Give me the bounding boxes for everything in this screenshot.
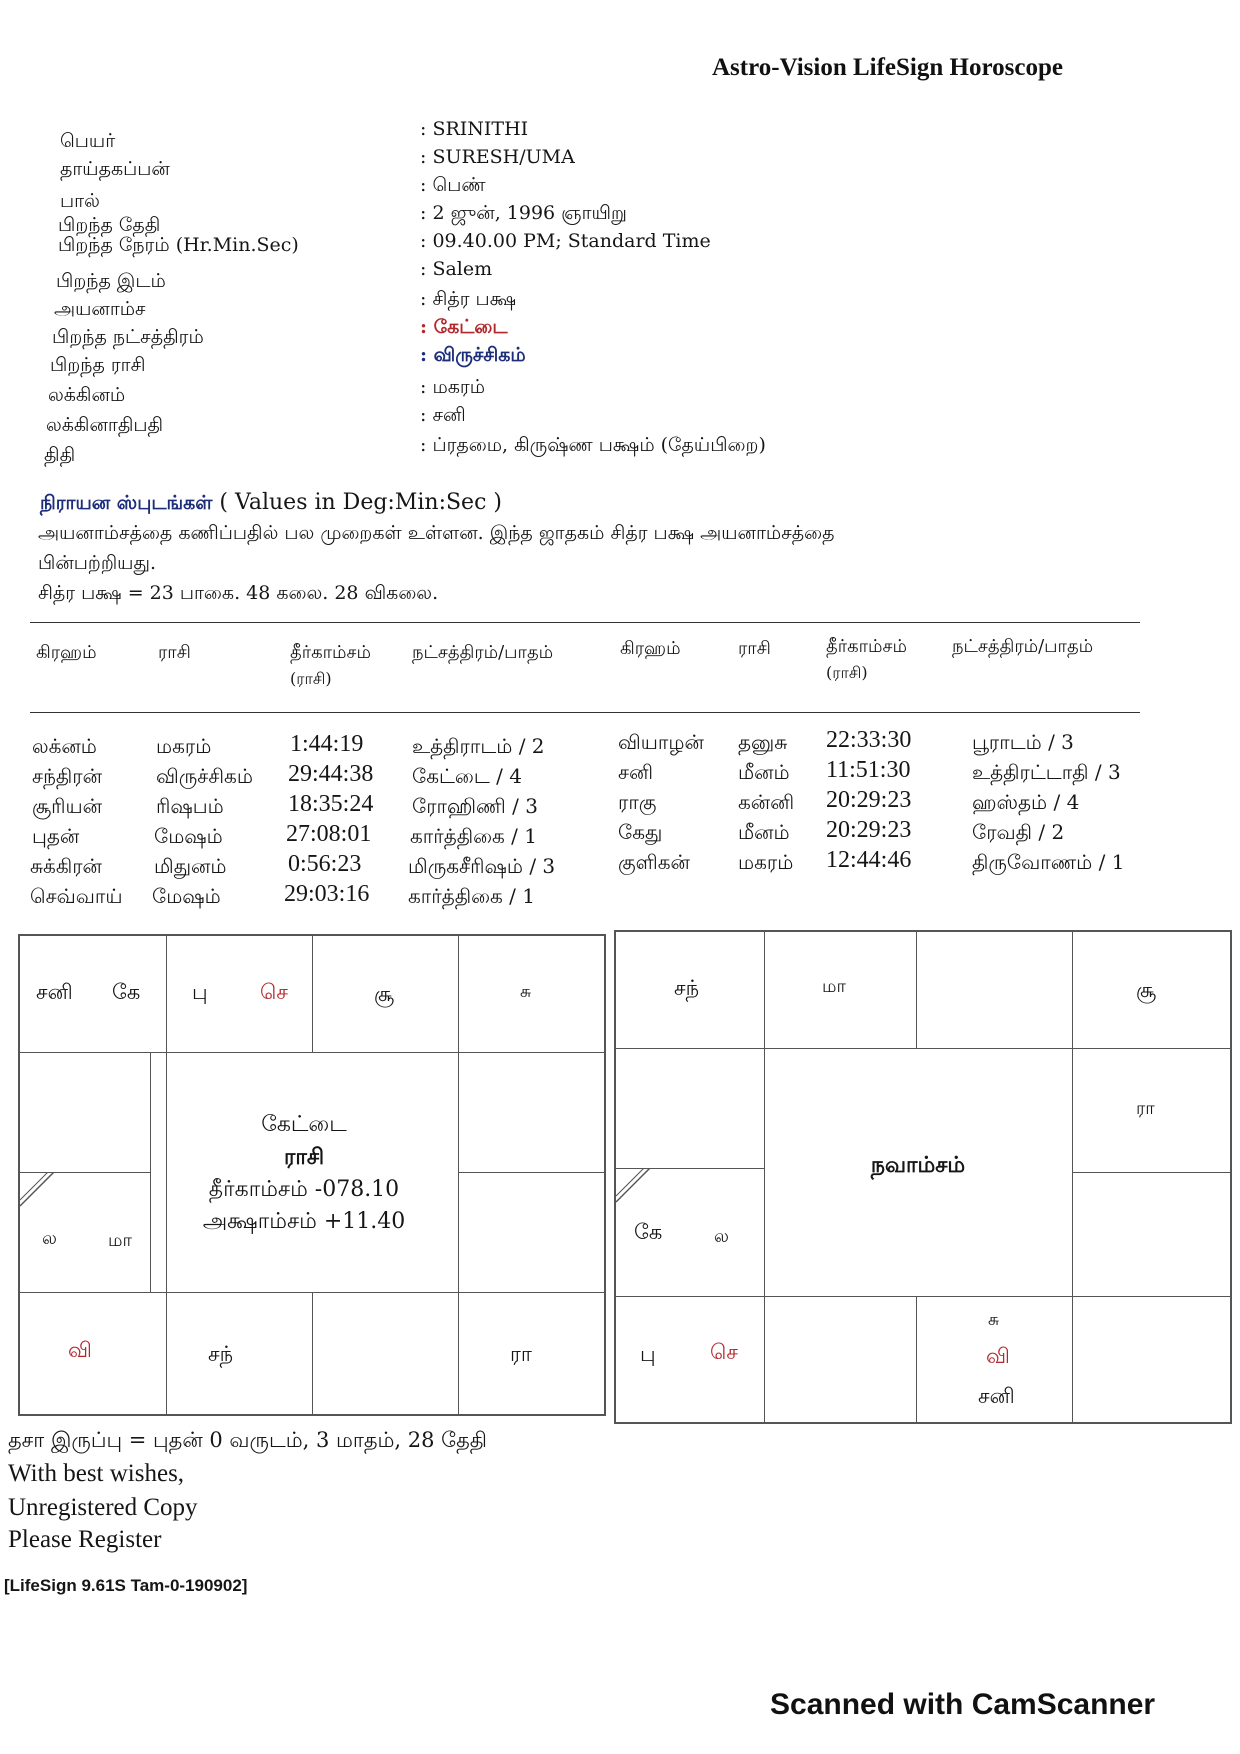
detail-label: திதி (44, 444, 76, 466)
detail-value: : 2 ஜுன், 1996 ஞாயிறு (420, 202, 627, 224)
planet-star: ரோஹிணி / 3 (412, 794, 538, 818)
detail-value: : SURESH/UMA (420, 146, 575, 168)
planet-degree: 29:44:38 (288, 761, 374, 787)
detail-label: லக்கினாதிபதி (46, 414, 164, 436)
rasi-planet: செ (260, 980, 288, 1004)
planet-star: பூராடம் / 3 (972, 730, 1074, 754)
detail-label: பெயர் (60, 130, 116, 152)
rasi-latitude: அக்ஷாம்சம் +11.40 (202, 1209, 406, 1234)
lagna-marker-icon (616, 1168, 652, 1204)
detail-label: பிறந்த நேரம் (Hr.Min.Sec) (58, 234, 299, 256)
navamsa-planet: மா (822, 976, 846, 997)
section-heading-rest: ( Values in Deg:Min:Sec ) (212, 490, 502, 515)
planet-degree: 0:56:23 (288, 851, 362, 877)
scanner-watermark: Scanned with CamScanner (770, 1688, 1156, 1721)
planet-star: மிருகசீரிஷம் / 3 (408, 854, 556, 878)
planet-degree: 18:35:24 (288, 791, 374, 817)
navamsa-planet: சு (988, 1310, 1000, 1330)
planet-rasi: மேஷம் (152, 884, 221, 908)
planet-rasi: மகரம் (738, 850, 794, 874)
ayanamsa-value: சித்ர பக்ஷ = 23 பாகை. 48 கலை. 28 விகலை. (38, 582, 439, 604)
col-header-degree-sub: (ராசி) (290, 669, 332, 688)
col-header-degree-label: தீர்காம்சம் (290, 642, 371, 663)
rasi-center (150, 1112, 458, 1237)
detail-label: பால் (60, 190, 100, 212)
planet-star: கார்த்திகை / 1 (408, 884, 536, 908)
grid-line (312, 1292, 313, 1414)
planet-degree: 11:51:30 (826, 757, 911, 783)
divider (30, 712, 1140, 713)
navamsa-planet: கே (634, 1220, 663, 1244)
planet-degree: 22:33:30 (826, 727, 912, 753)
planet-rasi: மகரம் (156, 734, 212, 758)
col-header-star: நட்சத்திரம்/பாதம் (952, 636, 1094, 657)
planet-name: சனி (618, 760, 653, 784)
rasi-longitude: தீர்காம்சம் -078.10 (208, 1177, 400, 1202)
section-heading (40, 490, 502, 517)
detail-value: : ப்ரதமை, கிருஷ்ண பக்ஷம் (தேய்பிறை) (420, 434, 766, 456)
planet-name: புதன் (32, 824, 80, 848)
rasi-planet: பு (192, 980, 208, 1004)
planet-name: செவ்வாய் (30, 884, 123, 908)
birth-rasi-value: : விருச்சிகம் (420, 344, 526, 366)
dasa-balance: தசா இருப்பு = புதன் 0 வருடம், 3 மாதம், 28 தேதி (8, 1428, 487, 1452)
detail-value: : சித்ர பக்ஷ (420, 288, 517, 310)
report-title: Astro-Vision LifeSign Horoscope (712, 54, 1063, 81)
detail-label: லக்கினம் (48, 384, 126, 406)
col-header-star: நட்சத்திரம்/பாதம் (412, 642, 554, 663)
rasi-planet: சந் (208, 1342, 234, 1366)
planet-name: கேது (618, 820, 663, 844)
planet-degree: 27:08:01 (286, 821, 372, 847)
planet-star: ஹஸ்தம் / 4 (972, 790, 1080, 814)
planet-rasi: ரிஷபம் (156, 794, 224, 818)
navamsa-planet: சனி (978, 1384, 1015, 1408)
lagna-marker-icon (20, 1172, 56, 1208)
planet-star: ரேவதி / 2 (972, 820, 1065, 844)
planet-rasi: கன்னி (738, 790, 795, 814)
navamsa-planet: ரா (1136, 1098, 1155, 1119)
planet-rasi: விருச்சிகம் (156, 764, 253, 788)
grid-line (20, 1292, 604, 1293)
col-header-degree-label: தீர்காம்சம் (826, 636, 907, 657)
wishes-text: With best wishes, (8, 1460, 185, 1487)
col-header-planet: கிரஹம் (36, 642, 97, 663)
navamsa-chart (614, 930, 1232, 1424)
detail-value: : 09.40.00 PM; Standard Time (420, 230, 711, 252)
rasi-chart (18, 934, 606, 1416)
rasi-planet: வி (68, 1338, 92, 1362)
grid-line (916, 1296, 917, 1422)
planet-name: லக்னம் (32, 734, 97, 758)
section-paragraph: அயனாம்சத்தை கணிப்பதில் பல முறைகள் உள்ளன. இந்த ஜாதகம் சித்ர பக்ஷ அயனாம்சத்தை (38, 522, 835, 544)
planet-name: சந்திரன் (32, 764, 103, 788)
detail-label: தாய்தகப்பன் (60, 158, 170, 180)
planet-rasi: மீனம் (738, 760, 790, 784)
planet-degree: 12:44:46 (826, 847, 912, 873)
birth-star-value: : கேட்டை (420, 316, 508, 338)
navamsa-center-title: நவாம்சம் (870, 1152, 966, 1178)
register-text: Please Register (8, 1526, 162, 1553)
navamsa-planet: பு (640, 1342, 656, 1366)
grid-line (312, 936, 313, 1052)
version-stamp: [LifeSign 9.61S Tam-0-190902] (4, 1576, 248, 1595)
planet-degree: 20:29:23 (826, 817, 912, 843)
planet-rasi: மேஷம் (154, 824, 223, 848)
planet-rasi: தனுசு (738, 730, 788, 754)
navamsa-planet: செ (710, 1340, 738, 1364)
rasi-planet: சூ (374, 982, 395, 1006)
planet-rasi: மிதுனம் (154, 854, 227, 878)
section-heading-keyword: நிராயன ஸ்புடங்கள் (40, 492, 213, 514)
rasi-planet: ரா (510, 1342, 532, 1366)
planet-degree: 29:03:16 (284, 881, 370, 907)
detail-value: : SRINITHI (420, 118, 529, 140)
grid-line (1072, 1172, 1230, 1173)
grid-line (616, 1296, 1230, 1297)
planet-name: ராகு (618, 790, 657, 814)
rasi-planet: ல (42, 1228, 57, 1249)
planet-name: குளிகன் (618, 850, 690, 874)
col-header-rasi: ராசி (158, 642, 191, 663)
col-header-degree-sub: (ராசி) (826, 663, 868, 682)
planet-degree: 20:29:23 (826, 787, 912, 813)
planet-star: உத்திரட்டாதி / 3 (972, 760, 1121, 784)
rasi-center-star: கேட்டை (261, 1112, 347, 1137)
detail-value: : Salem (420, 258, 493, 280)
rasi-planet: கே (112, 980, 141, 1004)
grid-line (1072, 932, 1073, 1422)
rasi-center-title: ராசி (283, 1144, 325, 1170)
planet-degree: 1:44:19 (290, 731, 364, 757)
section-paragraph: பின்பற்றியது. (38, 552, 156, 574)
grid-line (458, 1172, 604, 1173)
planet-star: கார்த்திகை / 1 (410, 824, 538, 848)
planet-name: சுக்கிரன் (30, 854, 102, 878)
navamsa-planet: வி (986, 1344, 1010, 1368)
col-header-degree (826, 636, 907, 684)
rasi-planet: சு (520, 982, 532, 1002)
grid-line (458, 936, 459, 1414)
col-header-planet: கிரஹம் (620, 638, 681, 659)
planet-star: கேட்டை / 4 (412, 764, 522, 788)
rasi-planet: மா (108, 1230, 132, 1251)
navamsa-planet: சூ (1136, 978, 1157, 1002)
grid-line (916, 932, 917, 1048)
divider (30, 622, 1140, 623)
navamsa-planet: சந் (674, 976, 700, 1000)
planet-star: திருவோணம் / 1 (972, 850, 1125, 874)
col-header-rasi: ராசி (738, 638, 771, 659)
navamsa-planet: ல (714, 1226, 729, 1247)
detail-label: பிறந்த இடம் (56, 270, 166, 292)
detail-value: : மகரம் (420, 376, 485, 398)
planet-name: சூரியன் (32, 794, 103, 818)
col-header-degree (290, 642, 371, 690)
rasi-planet: சனி (36, 980, 73, 1004)
detail-value: : பெண் (420, 174, 486, 196)
detail-label: பிறந்த ராசி (50, 354, 146, 376)
grid-line (20, 1052, 604, 1053)
detail-label: அயனாம்ச (54, 298, 146, 320)
planet-rasi: மீனம் (738, 820, 790, 844)
planet-name: வியாழன் (618, 730, 704, 754)
planet-star: உத்திராடம் / 2 (412, 734, 545, 758)
detail-label: பிறந்த தேதி (58, 214, 161, 236)
grid-line (616, 1048, 1230, 1049)
detail-label: பிறந்த நட்சத்திரம் (52, 326, 204, 348)
detail-value: : சனி (420, 404, 466, 426)
unregistered-text: Unregistered Copy (8, 1494, 198, 1521)
